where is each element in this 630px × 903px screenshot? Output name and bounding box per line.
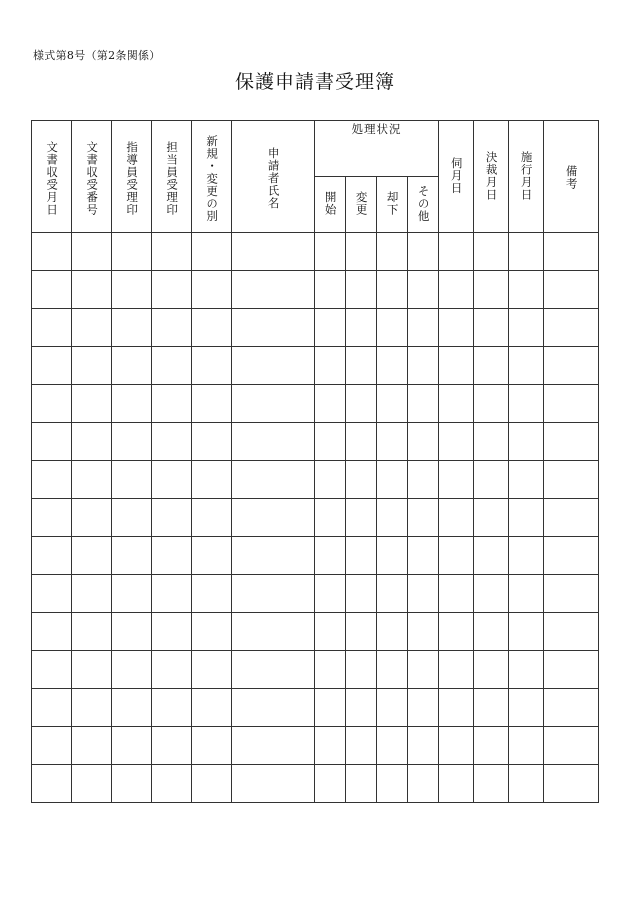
table-cell[interactable] [152,461,192,499]
table-cell[interactable] [509,537,544,575]
table-cell[interactable] [315,613,346,651]
table-cell[interactable] [377,651,408,689]
register-table [31,120,599,803]
table-cell[interactable] [192,499,232,537]
table-cell[interactable] [152,499,192,537]
table-cell[interactable] [439,347,474,385]
table-cell[interactable] [408,233,439,271]
table-cell[interactable] [346,499,377,537]
table-cell[interactable] [408,613,439,651]
table-cell[interactable] [544,613,599,651]
table-cell[interactable] [377,423,408,461]
table-row [32,385,599,423]
table-cell[interactable] [509,271,544,309]
header-doc-received-number: 文書収受番号 [72,121,112,233]
table-cell[interactable] [232,385,315,423]
table-cell[interactable] [112,423,152,461]
table-cell[interactable] [232,309,315,347]
table-cell[interactable] [346,537,377,575]
table-cell[interactable] [544,385,599,423]
table-cell[interactable] [32,727,72,765]
table-cell[interactable] [408,765,439,803]
table-cell[interactable] [315,271,346,309]
table-cell[interactable] [474,271,509,309]
table-cell[interactable] [192,575,232,613]
table-cell[interactable] [152,537,192,575]
table-cell[interactable] [72,423,112,461]
table-cell[interactable] [192,271,232,309]
table-cell[interactable] [112,613,152,651]
header-inquiry-date: 伺月日 [439,121,474,233]
table-cell[interactable] [192,727,232,765]
table-cell[interactable] [544,689,599,727]
table-cell[interactable] [474,233,509,271]
table-cell[interactable] [377,499,408,537]
table-cell[interactable] [32,537,72,575]
table-cell[interactable] [474,651,509,689]
table-cell[interactable] [377,537,408,575]
table-cell[interactable] [346,727,377,765]
table-cell[interactable] [32,271,72,309]
table-cell[interactable] [544,233,599,271]
table-cell[interactable] [72,689,112,727]
table-cell[interactable] [192,461,232,499]
table-cell[interactable] [315,537,346,575]
table-cell[interactable] [192,309,232,347]
table-cell[interactable] [408,689,439,727]
header-instructor-seal: 指導員受理印 [112,121,152,233]
table-cell[interactable] [152,385,192,423]
table-cell[interactable] [509,309,544,347]
table-cell[interactable] [192,347,232,385]
table-cell[interactable] [32,765,72,803]
table-cell[interactable] [315,765,346,803]
table-cell[interactable] [232,271,315,309]
table-cell[interactable] [232,347,315,385]
table-cell[interactable] [152,765,192,803]
header-doc-received-date: 文書収受月日 [32,121,72,233]
table-cell[interactable] [32,461,72,499]
table-cell[interactable] [152,575,192,613]
table-cell[interactable] [72,765,112,803]
table-cell[interactable] [474,499,509,537]
table-cell[interactable] [32,309,72,347]
table-cell[interactable] [232,499,315,537]
table-cell[interactable] [72,651,112,689]
table-cell[interactable] [152,271,192,309]
table-cell[interactable] [509,689,544,727]
register-body [32,233,599,803]
table-cell[interactable] [315,309,346,347]
table-cell[interactable] [377,727,408,765]
table-cell[interactable] [474,461,509,499]
table-cell[interactable] [408,575,439,613]
table-cell[interactable] [377,689,408,727]
table-cell[interactable] [315,727,346,765]
table-cell[interactable] [544,423,599,461]
table-cell[interactable] [72,727,112,765]
table-cell[interactable] [408,309,439,347]
table-cell[interactable] [112,689,152,727]
table-cell[interactable] [152,651,192,689]
table-row [32,347,599,385]
table-cell[interactable] [377,575,408,613]
table-cell[interactable] [544,461,599,499]
table-cell[interactable] [112,385,152,423]
table-cell[interactable] [439,499,474,537]
table-cell[interactable] [232,651,315,689]
table-cell[interactable] [112,651,152,689]
table-cell[interactable] [377,461,408,499]
table-row [32,461,599,499]
table-cell[interactable] [346,461,377,499]
table-cell[interactable] [32,347,72,385]
table-cell[interactable] [112,765,152,803]
header-new-or-change: 新規・変更の別 [192,121,232,233]
table-row [32,309,599,347]
table-cell[interactable] [232,575,315,613]
table-cell[interactable] [232,727,315,765]
table-cell[interactable] [32,651,72,689]
table-cell[interactable] [112,499,152,537]
table-cell[interactable] [72,575,112,613]
table-cell[interactable] [408,651,439,689]
table-cell[interactable] [509,499,544,537]
table-cell[interactable] [408,385,439,423]
table-cell[interactable] [112,575,152,613]
header-decision-date: 決裁月日 [474,121,509,233]
table-cell[interactable] [509,727,544,765]
table-cell[interactable] [72,613,112,651]
table-cell[interactable] [346,765,377,803]
table-cell[interactable] [439,271,474,309]
table-cell[interactable] [346,347,377,385]
table-cell[interactable] [152,233,192,271]
table-cell[interactable] [377,347,408,385]
table-row [32,651,599,689]
table-cell[interactable] [32,233,72,271]
table-cell[interactable] [408,423,439,461]
table-cell[interactable] [474,727,509,765]
table-cell[interactable] [315,461,346,499]
table-cell[interactable] [509,765,544,803]
table-cell[interactable] [72,309,112,347]
table-cell[interactable] [112,727,152,765]
table-cell[interactable] [544,499,599,537]
header-status-other: その他 [408,177,439,233]
table-cell[interactable] [232,537,315,575]
table-cell[interactable] [315,347,346,385]
table-cell[interactable] [152,727,192,765]
table-cell[interactable] [112,461,152,499]
table-cell[interactable] [112,347,152,385]
table-cell[interactable] [509,651,544,689]
table-cell[interactable] [152,613,192,651]
table-row [32,499,599,537]
table-cell[interactable] [377,233,408,271]
table-cell[interactable] [544,309,599,347]
table-cell[interactable] [72,537,112,575]
table-cell[interactable] [72,233,112,271]
table-cell[interactable] [112,271,152,309]
table-cell[interactable] [377,271,408,309]
table-cell[interactable] [32,499,72,537]
table-cell[interactable] [72,499,112,537]
table-cell[interactable] [315,651,346,689]
table-cell[interactable] [408,537,439,575]
table-cell[interactable] [474,689,509,727]
table-cell[interactable] [439,765,474,803]
table-cell[interactable] [232,233,315,271]
table-cell[interactable] [377,765,408,803]
table-cell[interactable] [112,233,152,271]
table-cell[interactable] [408,499,439,537]
table-cell[interactable] [232,423,315,461]
table-cell[interactable] [72,461,112,499]
page-title: 保護申請書受理簿 [234,71,395,93]
table-cell[interactable] [192,385,232,423]
table-cell[interactable] [72,385,112,423]
table-cell[interactable] [32,385,72,423]
table-cell[interactable] [315,499,346,537]
table-cell[interactable] [439,233,474,271]
table-cell[interactable] [439,727,474,765]
table-cell[interactable] [474,309,509,347]
table-row [32,271,599,309]
header-status-change: 変更 [346,177,377,233]
table-cell[interactable] [474,765,509,803]
table-cell[interactable] [315,423,346,461]
table-cell[interactable] [346,271,377,309]
table-cell[interactable] [315,689,346,727]
table-row [32,765,599,803]
table-cell[interactable] [346,385,377,423]
table-cell[interactable] [474,347,509,385]
table-cell[interactable] [346,423,377,461]
table-cell[interactable] [192,651,232,689]
table-cell[interactable] [315,385,346,423]
header-staff-seal: 担当員受理印 [152,121,192,233]
header-processing-status: 処理状況 [315,121,439,177]
table-cell[interactable] [544,271,599,309]
table-cell[interactable] [346,613,377,651]
table-row [32,613,599,651]
table-cell[interactable] [439,423,474,461]
header-status-start: 開始 [315,177,346,233]
table-cell[interactable] [346,233,377,271]
table-cell[interactable] [544,727,599,765]
table-cell[interactable] [408,347,439,385]
table-row [32,689,599,727]
table-cell[interactable] [544,347,599,385]
header-enforcement-date: 施行月日 [509,121,544,233]
header-remarks: 備考 [544,121,599,233]
form-number-label: 様式第8号（第2条関係） [33,49,161,62]
table-cell[interactable] [192,765,232,803]
table-cell[interactable] [474,537,509,575]
table-cell[interactable] [192,537,232,575]
table-cell[interactable] [439,613,474,651]
table-cell[interactable] [315,575,346,613]
table-cell[interactable] [232,689,315,727]
table-cell[interactable] [72,347,112,385]
table-cell[interactable] [32,575,72,613]
table-cell[interactable] [439,461,474,499]
table-cell[interactable] [192,233,232,271]
table-cell[interactable] [408,461,439,499]
table-cell[interactable] [474,385,509,423]
table-cell[interactable] [509,423,544,461]
table-cell[interactable] [544,537,599,575]
table-cell[interactable] [377,613,408,651]
table-cell[interactable] [346,309,377,347]
table-cell[interactable] [112,537,152,575]
table-cell[interactable] [192,423,232,461]
table-cell[interactable] [544,765,599,803]
table-cell[interactable] [32,423,72,461]
table-row [32,727,599,765]
table-cell[interactable] [152,309,192,347]
table-cell[interactable] [346,575,377,613]
table-cell[interactable] [346,689,377,727]
table-cell[interactable] [152,423,192,461]
table-cell[interactable] [509,385,544,423]
table-row [32,575,599,613]
table-cell[interactable] [192,613,232,651]
table-cell[interactable] [408,727,439,765]
table-cell[interactable] [232,613,315,651]
header-status-reject: 却下 [377,177,408,233]
table-cell[interactable] [439,309,474,347]
table-cell[interactable] [232,765,315,803]
table-cell[interactable] [315,233,346,271]
table-cell[interactable] [232,461,315,499]
table-cell[interactable] [474,575,509,613]
table-cell[interactable] [439,537,474,575]
table-row [32,233,599,271]
table-cell[interactable] [474,423,509,461]
table-row [32,423,599,461]
table-cell[interactable] [509,461,544,499]
table-cell[interactable] [408,271,439,309]
table-cell[interactable] [509,347,544,385]
table-cell[interactable] [439,651,474,689]
table-cell[interactable] [439,385,474,423]
table-cell[interactable] [346,651,377,689]
table-cell[interactable] [152,347,192,385]
table-cell[interactable] [439,575,474,613]
table-cell[interactable] [509,575,544,613]
table-cell[interactable] [509,233,544,271]
table-cell[interactable] [544,575,599,613]
table-cell[interactable] [32,613,72,651]
table-row [32,537,599,575]
header-applicant-name: 申請者氏名 [232,121,315,233]
table-cell[interactable] [474,613,509,651]
table-cell[interactable] [152,689,192,727]
table-cell[interactable] [377,385,408,423]
table-cell[interactable] [32,689,72,727]
table-cell[interactable] [112,309,152,347]
table-cell[interactable] [509,613,544,651]
table-cell[interactable] [192,689,232,727]
table-cell[interactable] [544,651,599,689]
table-cell[interactable] [377,309,408,347]
table-cell[interactable] [72,271,112,309]
table-cell[interactable] [439,689,474,727]
